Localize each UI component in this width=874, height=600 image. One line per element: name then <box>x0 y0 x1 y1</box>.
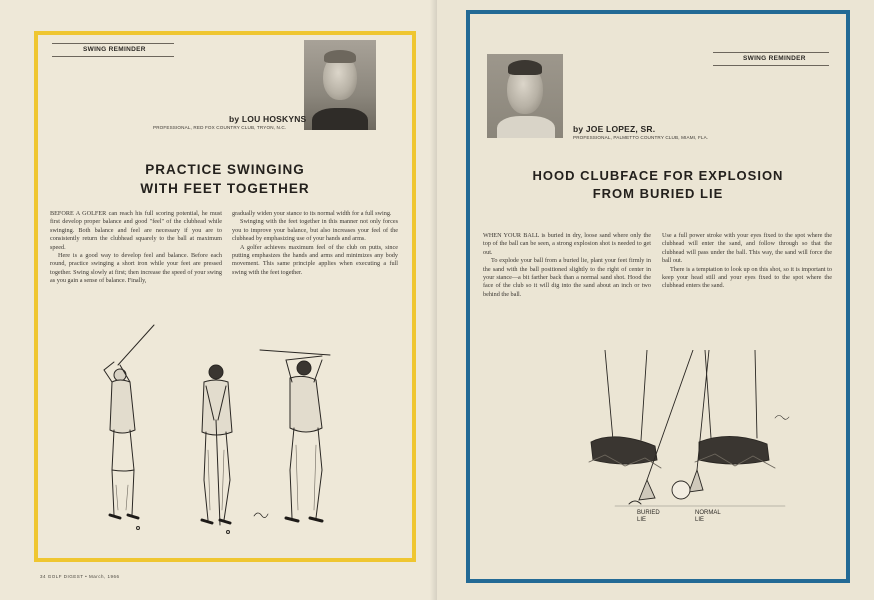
right-section-tag: SWING REMINDER <box>743 55 806 62</box>
right-column-1 <box>483 232 651 299</box>
golfer-swing-illustration <box>90 320 370 545</box>
buried-ball <box>629 501 641 504</box>
left-column-1 <box>50 210 222 286</box>
author-photo-lopez <box>487 54 563 138</box>
right-col2-para1: Use a full power stroke with your eyes fixed to the spot where the clubhead will enter the sand, and follow through so that the clubhead will pass under the ball. This way, the sand will force the ball out. <box>662 232 832 265</box>
left-section-tag: SWING REMINDER <box>83 46 146 53</box>
right-col1-para2: To explode your ball from a buried lie, plant your feet firmly in the sand with the ball positioned slightly to the right of center in your stance—a bit farther back than a normal sand shot. Hood the face of the club so it will dig into the sand about an inch or two behind the ball. <box>483 257 651 298</box>
right-col1-para1: WHEN YOUR BALL is buried in dry, loose sand where only the top of the ball can be seen, a strong explosion shot is needed to get out. <box>483 232 651 256</box>
left-col2-para2: Swinging with the feet together in this manner not only forces you to improve your balance, but also increases your feel of the clubhead by emphasizing use of your hands and arms. <box>232 218 398 243</box>
author-photo-hoskyns <box>304 40 376 130</box>
right-page <box>437 0 874 600</box>
tag-rule-top <box>52 43 174 44</box>
left-headline-line2: WITH FEET TOGETHER <box>140 181 310 196</box>
right-tag-rule-top <box>713 52 829 53</box>
left-leg <box>605 350 647 440</box>
right-leg <box>705 350 757 438</box>
left-col1-para2: Here is a good way to develop feel and balance. Before each round, practice swinging a short iron while your feet are pressed together. Swing slowly at first; then increase the speed of your swing as you gain a sense of balance. Finally, <box>50 252 222 285</box>
artist-signature-right <box>775 416 789 420</box>
left-author: by LOU HOSKYNS <box>229 114 307 124</box>
left-col2-para3: A golfer achieves maximum feel of the club on putts, since putting emphasizes the hands and arms and minimizes any body movement. This same principle applies when executing a full swing with the feet together. <box>232 243 398 276</box>
right-column-2 <box>662 232 832 291</box>
right-headline-line1: HOOD CLUBFACE FOR EXPLOSION <box>532 168 784 183</box>
club-shaft-hooded <box>647 350 693 480</box>
left-shoe <box>591 437 657 464</box>
right-author: by JOE LOPEZ, SR. <box>573 124 656 134</box>
right-col2-para2: There is a temptation to look up on this shot, so it is important to keep your head still and your eyes fixed to the spot where the clubhead enters the sand. <box>662 265 832 290</box>
golfer-figure-address <box>202 365 232 525</box>
left-footer: 34 GOLF DIGEST • March, 1966 <box>40 574 120 579</box>
right-headline <box>483 167 833 203</box>
right-tag-rule-bottom <box>713 65 829 66</box>
left-headline <box>80 160 370 198</box>
left-affiliation: PROFESSIONAL, RED FOX COUNTRY CLUB, TRYON, N.C. <box>153 125 287 130</box>
golfer-figure-backswing <box>104 325 154 518</box>
sand-shot-illustration <box>585 350 835 520</box>
right-headline-line2: FROM BURIED LIE <box>592 186 724 201</box>
right-affiliation: PROFESSIONAL, PALMETTO COUNTRY CLUB, MIAMI, FLA. <box>573 135 709 140</box>
left-column-2 <box>232 210 398 277</box>
normal-ball <box>672 481 690 499</box>
left-col2-para1: gradually widen your stance to its normal width for a full swing. <box>232 210 392 217</box>
golfer-figure-finish <box>260 350 330 521</box>
right-shoe <box>699 436 769 464</box>
artist-signature <box>254 513 268 518</box>
left-col1-para1: BEFORE A GOLFER can reach his full scoring potential, he must first develop proper balance and good "feel" of the clubhead while swinging. Both balance and feel are necessary if you are to consistently return the clubhead squarely to the ball at maximum speed. <box>50 210 222 251</box>
tag-rule-bottom <box>52 56 174 57</box>
label-buried-lie: BURIED LIE <box>637 510 660 523</box>
label-normal-lie: NORMAL LIE <box>695 510 721 523</box>
left-headline-line1: PRACTICE SWINGING <box>145 162 305 177</box>
